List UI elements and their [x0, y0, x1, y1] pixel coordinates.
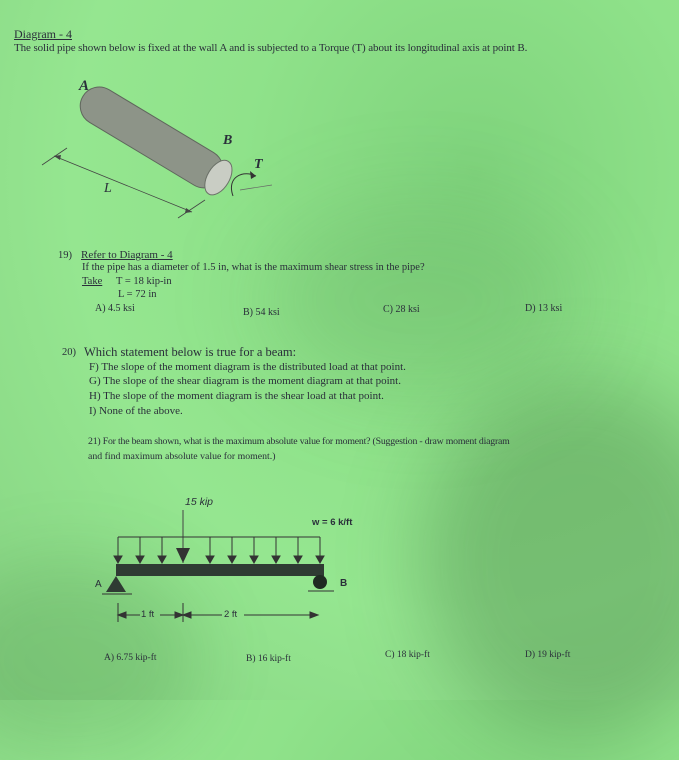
pipe-label-t: T [254, 157, 263, 172]
q21-option-a[interactable]: A) 6.75 kip-ft [104, 653, 157, 663]
beam-label-b: B [340, 578, 348, 589]
q20-option-g[interactable]: G) The slope of the shear diagram is the moment diagram at that point. [89, 375, 401, 387]
diagram-label: Diagram - 4 [14, 27, 72, 41]
beam-point-load-label: 15 kip [185, 496, 214, 508]
q21-option-b[interactable]: B) 16 kip-ft [246, 654, 291, 664]
pipe-label-a: A [79, 78, 90, 94]
beam-label-a: A [95, 579, 102, 590]
q19-option-a[interactable]: A) 4.5 ksi [95, 303, 135, 314]
q20-option-f[interactable]: F) The slope of the moment diagram is the distributed load at that point. [89, 361, 406, 373]
q19-option-b[interactable]: B) 54 ksi [243, 307, 280, 318]
q19-refer: Refer to Diagram - 4 [81, 249, 173, 261]
beam-dim-1ft: 1 ft [141, 609, 155, 620]
pipe-label-l: L [104, 181, 112, 196]
distributed-load-arrows [114, 537, 324, 563]
q21-option-c[interactable]: C) 18 kip-ft [385, 650, 430, 660]
q19-number: 19) [58, 250, 72, 261]
q20-option-i[interactable]: I) None of the above. [89, 405, 183, 417]
beam-body [116, 564, 324, 576]
q21-text-line2: and find maximum absolute value for moment.) [88, 451, 276, 462]
pin-support-a [106, 576, 126, 592]
pipe-label-b: B [223, 133, 233, 148]
intro-text: The solid pipe shown below is fixed at the wall A and is subjected to a Torque (T) about its longitudinal axis at point B. [14, 42, 528, 54]
q20-option-h[interactable]: H) The slope of the moment diagram is the shear load at that point. [89, 390, 384, 402]
q19-option-d[interactable]: D) 13 ksi [525, 303, 563, 314]
q19-given-t: T = 18 kip-in [116, 276, 172, 287]
q21-text-line1: 21) For the beam shown, what is the maximum absolute value for moment? (Suggestion - draw moment diagram [88, 436, 510, 447]
point-load-arrowhead [176, 548, 190, 563]
q20-text: Which statement below is true for a beam: [84, 345, 297, 359]
beam-dim-2ft: 2 ft [224, 609, 238, 620]
q19-take-label: Take [82, 276, 103, 287]
q21-option-d[interactable]: D) 19 kip-ft [525, 650, 571, 660]
q19-text: If the pipe has a diameter of 1.5 in, what is the maximum shear stress in the pipe? [82, 262, 425, 273]
q19-given-l: L = 72 in [118, 289, 157, 300]
q19-option-c[interactable]: C) 28 ksi [383, 304, 420, 315]
q20-number: 20) [62, 347, 76, 358]
roller-support-b [313, 575, 327, 589]
beam-dist-load-label: w = 6 k/ft [312, 517, 353, 528]
